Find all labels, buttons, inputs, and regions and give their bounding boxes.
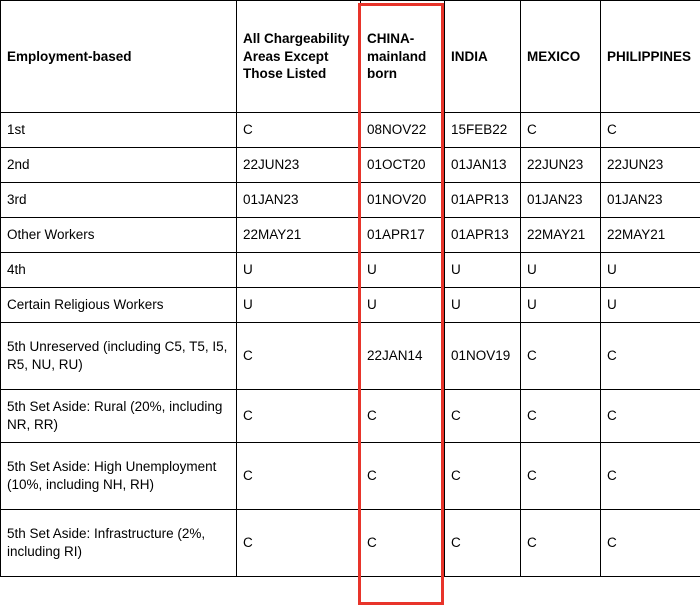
- cell-india: C: [445, 510, 521, 577]
- cell-all-areas: 01JAN23: [237, 183, 361, 218]
- cell-philippines: C: [601, 443, 700, 510]
- cell-china: C: [361, 443, 445, 510]
- cell-philippines: C: [601, 113, 700, 148]
- cell-india: U: [445, 288, 521, 323]
- column-header-all-chargeability-areas: All Chargeability Areas Except Those Listed: [237, 1, 361, 113]
- cell-category: 5th Set Aside: Infrastructure (2%, including RI): [1, 510, 237, 577]
- cell-category: Other Workers: [1, 218, 237, 253]
- cell-mexico: C: [521, 113, 601, 148]
- cell-philippines: 22JUN23: [601, 148, 700, 183]
- cell-india: U: [445, 253, 521, 288]
- cell-mexico: 22MAY21: [521, 218, 601, 253]
- cell-china: 01APR17: [361, 218, 445, 253]
- cell-china: 22JAN14: [361, 323, 445, 390]
- table-row: [1, 113, 700, 148]
- cell-china: C: [361, 390, 445, 443]
- cell-china: 01OCT20: [361, 148, 445, 183]
- cell-china: U: [361, 253, 445, 288]
- cell-category: 5th Set Aside: Rural (20%, including NR, RR): [1, 390, 237, 443]
- table-row: [1, 288, 700, 323]
- cell-philippines: 22MAY21: [601, 218, 700, 253]
- table-row: [1, 148, 700, 183]
- cell-all-areas: C: [237, 390, 361, 443]
- column-header-china: CHINA-mainland born: [361, 1, 445, 113]
- table-row: [1, 443, 700, 510]
- cell-india: 15FEB22: [445, 113, 521, 148]
- cell-all-areas: C: [237, 113, 361, 148]
- cell-china: 01NOV20: [361, 183, 445, 218]
- table-body: [1, 113, 700, 577]
- cell-china: 08NOV22: [361, 113, 445, 148]
- cell-all-areas: 22JUN23: [237, 148, 361, 183]
- cell-category: 5th Set Aside: High Unemployment (10%, including NH, RH): [1, 443, 237, 510]
- cell-all-areas: 22MAY21: [237, 218, 361, 253]
- table-row: [1, 183, 700, 218]
- cell-philippines: U: [601, 253, 700, 288]
- cell-category: 5th Unreserved (including C5, T5, I5, R5, NU, RU): [1, 323, 237, 390]
- cell-all-areas: U: [237, 288, 361, 323]
- cell-philippines: 01JAN23: [601, 183, 700, 218]
- cell-india: 01APR13: [445, 183, 521, 218]
- table-row: [1, 390, 700, 443]
- column-header-mexico: MEXICO: [521, 1, 601, 113]
- cell-mexico: C: [521, 323, 601, 390]
- cell-category: 4th: [1, 253, 237, 288]
- cell-category: 2nd: [1, 148, 237, 183]
- table-row: [1, 510, 700, 577]
- cell-india: C: [445, 390, 521, 443]
- cell-mexico: C: [521, 510, 601, 577]
- cell-india: 01JAN13: [445, 148, 521, 183]
- table-row: [1, 218, 700, 253]
- cell-india: 01APR13: [445, 218, 521, 253]
- table-row: [1, 323, 700, 390]
- cell-category: Certain Religious Workers: [1, 288, 237, 323]
- column-header-philippines: PHILIPPINES: [601, 1, 700, 113]
- cell-mexico: C: [521, 443, 601, 510]
- cell-all-areas: C: [237, 323, 361, 390]
- cell-category: 3rd: [1, 183, 237, 218]
- cell-all-areas: C: [237, 510, 361, 577]
- cell-philippines: C: [601, 323, 700, 390]
- cell-philippines: U: [601, 288, 700, 323]
- cell-all-areas: C: [237, 443, 361, 510]
- cell-india: C: [445, 443, 521, 510]
- cell-china: U: [361, 288, 445, 323]
- cell-india: 01NOV19: [445, 323, 521, 390]
- cell-china: C: [361, 510, 445, 577]
- cell-philippines: C: [601, 510, 700, 577]
- cell-mexico: 01JAN23: [521, 183, 601, 218]
- table-header-row: [1, 1, 700, 113]
- table-header: [1, 1, 700, 113]
- column-header-category: Employment-based: [1, 1, 237, 113]
- cell-mexico: C: [521, 390, 601, 443]
- column-header-india: INDIA: [445, 1, 521, 113]
- cell-mexico: 22JUN23: [521, 148, 601, 183]
- cell-mexico: U: [521, 253, 601, 288]
- cell-mexico: U: [521, 288, 601, 323]
- cell-philippines: C: [601, 390, 700, 443]
- cell-all-areas: U: [237, 253, 361, 288]
- cell-category: 1st: [1, 113, 237, 148]
- table-row: [1, 253, 700, 288]
